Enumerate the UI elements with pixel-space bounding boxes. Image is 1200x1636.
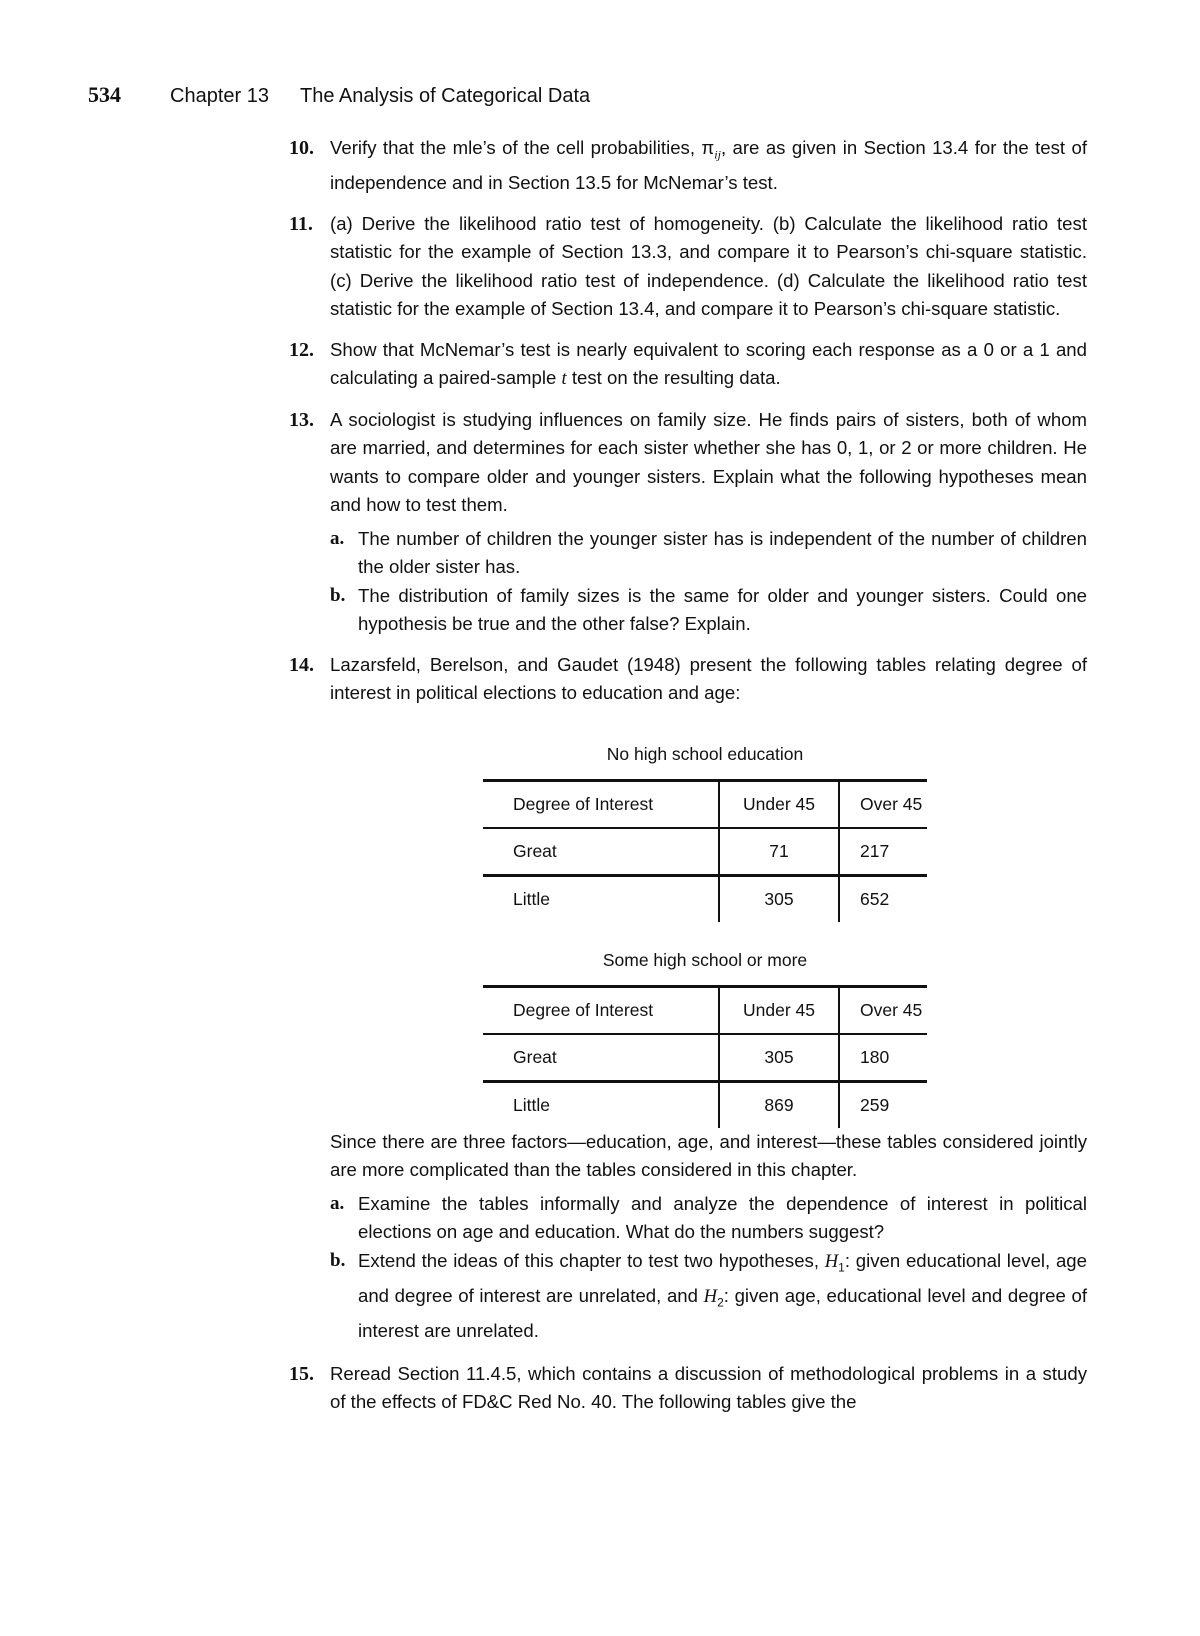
problem-text-cont: , are as given in Section 13.4 for the test of independence and in Section 13.5 for McNemar’s test. bbox=[330, 137, 1087, 194]
subpart-text: The distribution of family sizes is the same for older and younger sisters. Could one hypothesis be true and the other false? Explain. bbox=[358, 584, 1087, 635]
table-some-high-school bbox=[483, 947, 927, 1128]
problem-paragraph: Since there are three factors—education, age, and interest—these tables considered jointly are more complicated than the tables considered in this chapter. bbox=[330, 1130, 1087, 1181]
subscript: 1 bbox=[838, 1260, 845, 1275]
problem-number: 13. bbox=[289, 408, 314, 431]
table-row bbox=[483, 828, 927, 876]
table-no-high-school bbox=[483, 741, 927, 922]
problem-text: Verify that the mle’s of the cell probabilities, π bbox=[330, 137, 715, 158]
subpart-text: Extend the ideas of this chapter to test two hypotheses, bbox=[358, 1249, 825, 1271]
data-table bbox=[483, 779, 927, 922]
subpart-text: The number of children the younger sister has is independent of the number of children the older sister has. bbox=[358, 527, 1087, 578]
problem-text: Reread Section 11.4.5, which contains a discussion of methodological problems in a study of the effects of FD&C Red No. 40. The following tables give the bbox=[330, 1362, 1087, 1413]
subpart-label: a. bbox=[330, 527, 345, 549]
subpart-text: Examine the tables informally and analyze the dependence of interest in political elections on age and education. What do the numbers suggest? bbox=[358, 1192, 1087, 1243]
table-cell: Little bbox=[513, 888, 550, 909]
problem-text: (a) Derive the likelihood ratio test of homogeneity. (b) Calculate the likelihood ratio test statistic for the example of Section 13.3, and compare it to Pearson’s chi-square statistic. (c) Derive the likelihood ratio test of independence. (d) Calculate the likelihood ratio test statistic for the example of Section 13.4, and compare it to Pearson’s chi-square statistic. bbox=[330, 212, 1087, 320]
table-cell: 71 bbox=[719, 828, 839, 876]
subpart-b bbox=[330, 1247, 1087, 1346]
table-row bbox=[483, 1081, 927, 1128]
table-cell: 217 bbox=[839, 828, 927, 876]
table-caption: No high school education bbox=[606, 743, 804, 764]
problem-text: Lazarsfeld, Berelson, and Gaudet (1948) present the following tables relating degree of interest in political elections to education and age: bbox=[330, 653, 1087, 704]
column-header: Over 45 bbox=[839, 780, 927, 828]
subscript: 2 bbox=[717, 1295, 724, 1310]
problem-number: 10. bbox=[289, 137, 314, 159]
problem-text-cont: test on the resulting data. bbox=[566, 367, 781, 389]
problem-11 bbox=[289, 210, 1087, 324]
table-cell: 180 bbox=[839, 1034, 927, 1082]
subpart-label: a. bbox=[330, 1192, 345, 1214]
column-header: Degree of Interest bbox=[483, 780, 719, 828]
table-cell: 305 bbox=[719, 1034, 839, 1082]
subpart-a bbox=[330, 525, 1087, 582]
column-header: Under 45 bbox=[719, 780, 839, 828]
math-h: H bbox=[824, 1250, 839, 1272]
table-cell: Little bbox=[513, 1094, 550, 1115]
table-cell: Great bbox=[483, 1034, 719, 1082]
problem-15 bbox=[289, 1360, 1087, 1417]
problem-10 bbox=[289, 134, 1087, 198]
data-table bbox=[483, 985, 927, 1128]
page-number: 534 bbox=[88, 82, 121, 107]
column-header: Over 45 bbox=[839, 986, 927, 1034]
subpart-a bbox=[330, 1190, 1087, 1247]
table-cell: Great bbox=[483, 828, 719, 876]
problem-number: 15. bbox=[289, 1362, 314, 1385]
table-row bbox=[483, 875, 927, 922]
exercise-list bbox=[289, 134, 1087, 1429]
problem-number: 14. bbox=[289, 653, 314, 676]
table-cell: 652 bbox=[839, 875, 927, 922]
chapter-label: Chapter 13 bbox=[170, 85, 269, 107]
page-header bbox=[88, 82, 590, 108]
problem-number: 12. bbox=[289, 338, 314, 361]
subpart-text: : given age, educational level and degree of interest are unrelated. bbox=[358, 1284, 1087, 1342]
subpart-label: b. bbox=[330, 584, 346, 606]
column-header: Degree of Interest bbox=[483, 986, 719, 1034]
subpart-text: : given educational level, age and degree of interest are unrelated, and bbox=[358, 1249, 1087, 1306]
table-cell: 869 bbox=[719, 1081, 839, 1128]
problem-text: A sociologist is studying influences on family size. He finds pairs of sisters, both of whom are married, and determines for each sister whether she has 0, 1, or 2 or more children. He wants to compare older and younger sisters. Explain what the following hypotheses mean and how to test them. bbox=[330, 408, 1087, 516]
problem-number: 11. bbox=[289, 212, 313, 235]
problem-14 bbox=[289, 651, 1087, 1346]
table-cell: 305 bbox=[719, 875, 839, 922]
subpart-b bbox=[330, 582, 1087, 639]
problem-12 bbox=[289, 336, 1087, 394]
column-header: Under 45 bbox=[719, 986, 839, 1034]
math-t: t bbox=[561, 368, 567, 390]
table-caption: Some high school or more bbox=[602, 949, 808, 970]
table-row bbox=[483, 1034, 927, 1082]
math-h: H bbox=[703, 1285, 718, 1307]
subpart-label: b. bbox=[330, 1249, 346, 1271]
subscript: ij bbox=[714, 147, 721, 162]
problem-13 bbox=[289, 406, 1087, 639]
table-cell: 259 bbox=[839, 1081, 927, 1128]
problem-text: Show that McNemar’s test is nearly equivalent to scoring each response as a 0 or a 1 and calculating a paired-sample bbox=[330, 338, 1087, 389]
chapter-title: The Analysis of Categorical Data bbox=[300, 85, 591, 107]
